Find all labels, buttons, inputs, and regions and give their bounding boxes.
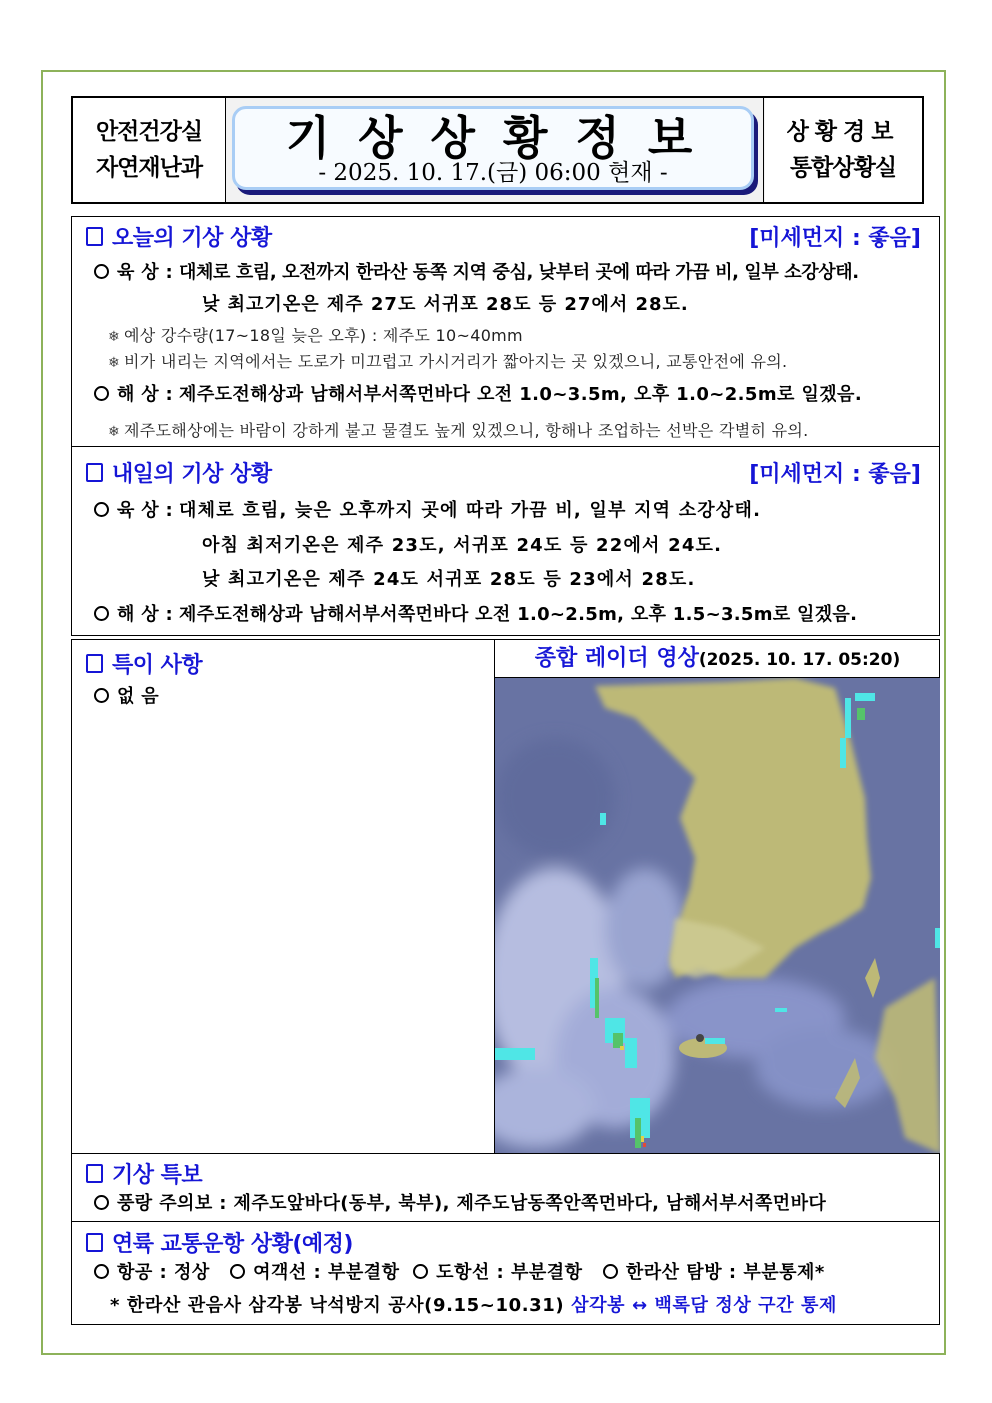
traffic-items bbox=[94, 1261, 825, 1285]
traffic-item-hallasan: 한라산 탐방 : 부분통제* bbox=[625, 1262, 825, 1283]
fine-dust-status: [미세먼지 : 좋음] bbox=[749, 462, 921, 487]
traffic-item-air: 항공 : 정상 bbox=[117, 1262, 210, 1283]
title-area bbox=[226, 98, 765, 202]
circle-bullet-icon bbox=[94, 606, 109, 621]
radar-image bbox=[494, 678, 940, 1154]
section-title-text: 연륙 교통운항 상황(예정) bbox=[112, 1232, 353, 1257]
asterisk-icon: ❄ bbox=[108, 355, 121, 371]
land-text: 대체로 흐림, 오전까지 한라산 동쪽 지역 중심, 낮부터 곳에 따라 가끔 비, 일부 소강상태. bbox=[179, 262, 859, 283]
circle-bullet-icon bbox=[94, 688, 109, 703]
sea-label: 해 상 : bbox=[117, 604, 174, 625]
checkbox-square-icon bbox=[86, 463, 103, 482]
radar-title: 종합 레이더 영상 bbox=[534, 646, 699, 671]
section-title bbox=[86, 1158, 202, 1189]
land-forecast-line1 bbox=[94, 499, 761, 523]
checkbox-square-icon bbox=[86, 227, 103, 246]
department-line1: 안전건강실 bbox=[95, 119, 203, 145]
traffic-item-island-boat: 도항선 : 부분결항 bbox=[436, 1262, 583, 1283]
land-text: 대체로 흐림, 늦은 오후까지 곳에 따라 가끔 비, 일부 지역 소강상태. bbox=[179, 500, 762, 521]
sea-label: 해 상 : bbox=[117, 384, 174, 405]
office-line1: 상황경보 bbox=[786, 119, 900, 145]
special-item bbox=[94, 685, 159, 709]
circle-bullet-icon bbox=[413, 1264, 428, 1279]
hallasan-note-text: * 한라산 관음사 삼각봉 낙석방지 공사(9.15~10.31) bbox=[110, 1295, 565, 1316]
circle-bullet-icon bbox=[603, 1264, 618, 1279]
section-title-text: 특이 사항 bbox=[112, 653, 203, 678]
warning-item bbox=[94, 1192, 826, 1216]
circle-bullet-icon bbox=[230, 1264, 245, 1279]
radar-datetime: (2025. 10. 17. 05:20) bbox=[698, 650, 901, 670]
circle-bullet-icon bbox=[94, 502, 109, 517]
section-traffic-status bbox=[71, 1221, 940, 1325]
land-label: 육 상 : bbox=[117, 262, 174, 283]
section-tomorrow-weather bbox=[71, 446, 940, 636]
checkbox-square-icon bbox=[86, 1233, 103, 1252]
circle-bullet-icon bbox=[94, 1264, 109, 1279]
office-label bbox=[763, 98, 922, 202]
section-special-and-radar bbox=[71, 639, 940, 1154]
section-title bbox=[86, 648, 202, 679]
checkbox-square-icon bbox=[86, 654, 103, 673]
sea-text: 제주도전해상과 남해서부서쪽먼바다 오전 1.0~2.5m, 오후 1.5~3.5m로 일겠음. bbox=[179, 604, 858, 625]
section-title bbox=[86, 221, 272, 252]
asterisk-icon: ❄ bbox=[108, 329, 121, 345]
checkbox-square-icon bbox=[86, 1164, 103, 1183]
page-title: 기상상황정보 bbox=[285, 111, 721, 165]
section-title-text: 기상 특보 bbox=[112, 1163, 203, 1188]
marine-caution-note bbox=[108, 419, 809, 444]
asterisk-icon: ❄ bbox=[108, 424, 121, 440]
report-datetime: - 2025. 10. 17.(금) 06:00 현재 - bbox=[318, 160, 668, 186]
traffic-item-ferry: 여객선 : 부분결항 bbox=[253, 1262, 400, 1283]
note-text: 제주도해상에는 바람이 강하게 불고 물결도 높게 있겠으니, 항해나 조업하는 선박은 각별히 유의. bbox=[124, 421, 809, 440]
hallasan-note bbox=[110, 1294, 837, 1318]
office-line2: 통합상황실 bbox=[789, 155, 897, 181]
note-text: 예상 강수량(17~18일 늦은 오후) : 제주도 10~40mm bbox=[124, 326, 523, 345]
section-today-weather bbox=[71, 216, 940, 447]
section-weather-warning bbox=[71, 1153, 940, 1222]
radar-header bbox=[494, 640, 940, 678]
circle-bullet-icon bbox=[94, 264, 109, 279]
section-title-text: 내일의 기상 상황 bbox=[112, 462, 272, 487]
special-item-text: 없 음 bbox=[117, 686, 159, 707]
land-forecast-line2: 낮 최고기온은 제주 27도 서귀포 28도 등 27에서 28도. bbox=[202, 294, 689, 315]
note-text: 비가 내리는 지역에서는 도로가 미끄럽고 가시거리가 짧아지는 곳 있겠으니, 교통안전에 유의. bbox=[124, 352, 788, 371]
section-title bbox=[86, 457, 272, 488]
warning-item-text: 풍랑 주의보 : 제주도앞바다(동부, 북부), 제주도남동쪽안쪽먼바다, 남해서부서쪽먼바다 bbox=[117, 1193, 827, 1214]
land-forecast-line2: 아침 최저기온은 제주 23도, 서귀포 24도 등 22에서 24도. bbox=[202, 535, 723, 556]
sea-text: 제주도전해상과 남해서부서쪽먼바다 오전 1.0~3.5m, 오후 1.0~2.5m로 일겠음. bbox=[179, 384, 863, 405]
circle-bullet-icon bbox=[94, 1195, 109, 1210]
department-label bbox=[73, 98, 226, 202]
circle-bullet-icon bbox=[94, 386, 109, 401]
section-title-text: 오늘의 기상 상황 bbox=[112, 226, 272, 251]
section-title bbox=[86, 1227, 353, 1258]
title-banner bbox=[232, 106, 754, 190]
department-line2: 자연재난과 bbox=[95, 155, 203, 181]
hallasan-note-closure: 삼각봉 ↔ 백록담 정상 구간 통제 bbox=[571, 1295, 837, 1316]
traffic-safety-note bbox=[108, 350, 787, 375]
land-label: 육 상 : bbox=[117, 500, 174, 521]
sea-forecast-line bbox=[94, 383, 862, 407]
sea-forecast-line bbox=[94, 603, 857, 627]
land-forecast-line3: 낮 최고기온은 제주 24도 서귀포 28도 등 23에서 28도. bbox=[202, 569, 696, 590]
fine-dust-status: [미세먼지 : 좋음] bbox=[749, 226, 921, 251]
land-forecast-line1 bbox=[94, 261, 859, 285]
precipitation-note bbox=[108, 324, 523, 349]
document-header bbox=[71, 96, 924, 204]
radar-map-graphic bbox=[495, 678, 940, 1154]
